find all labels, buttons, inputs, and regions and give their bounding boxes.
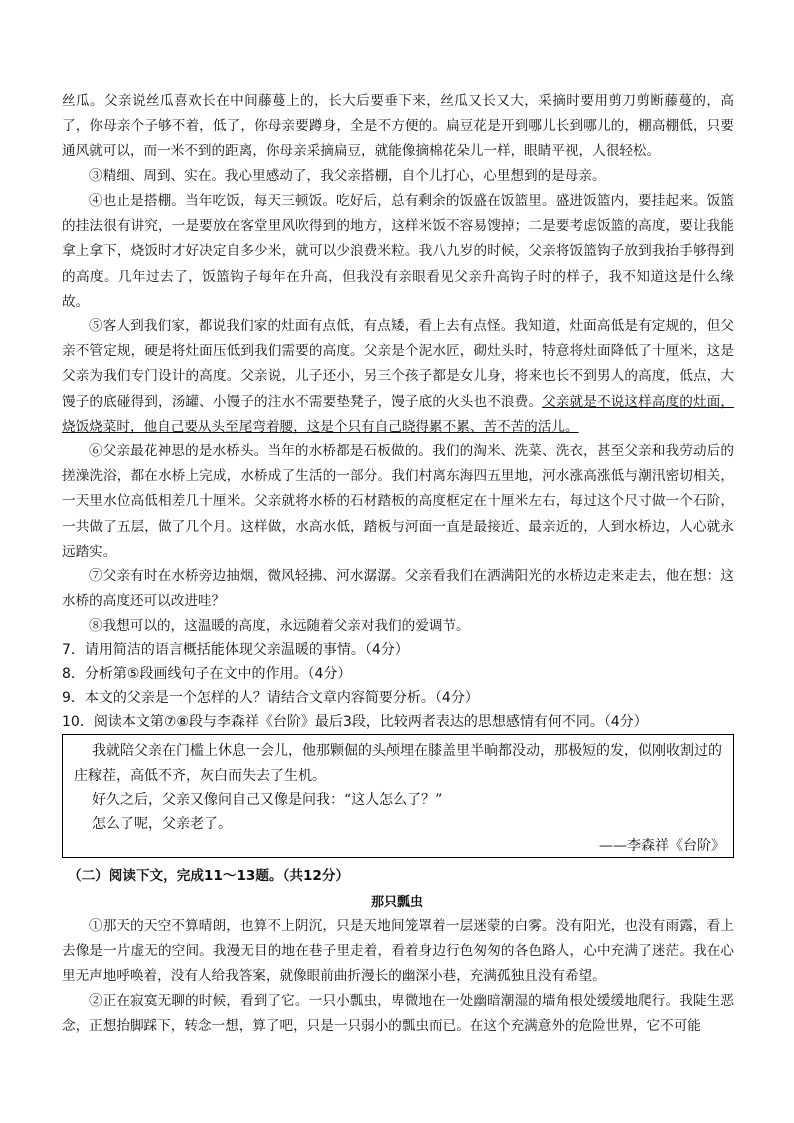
question-7: 7．请用简洁的语言概括能体现父亲温暖的事情。（4分） (62, 642, 409, 658)
excerpt-paragraph-1: 我就陪父亲在门槛上休息一会儿，他那颗倔的头颅埋在膝盖里半晌都没动，那极短的发，似刚收割过的庄稼茬，高低不齐，灰白而失去了生机。 (74, 743, 722, 784)
article-paragraph-1: ①那天的天空不算晴朗，也算不上阴沉，只是天地间笼罩着一层迷蒙的白雾。没有阳光，也没有雨露，看上去像是一片虚无的空间。我漫无目的地在巷子里走着，看着身边行色匆匆的各色路人，心中充满了迷茫。我在心里无声地呼唤着，没有人给我答案，就像眼前曲折漫长的幽深小巷，充满孤独且没有希望。 (62, 918, 734, 985)
passage-paragraph-3: ③精细、周到、实在。我心里感动了，我父亲搭棚，自个儿打心，心里想到的是母亲。 (89, 168, 606, 184)
passage-paragraph-7: ⑦父亲有时在水桥旁边抽烟，微风轻拂、河水潺潺。父亲看我们在洒满阳光的水桥边走来走去，他在想：这水桥的高度还可以改进哇？ (62, 568, 734, 610)
question-9: 9．本文的父亲是一个怎样的人？请结合文章内容简要分析。（4分） (62, 690, 479, 706)
article-paragraph-2: ②正在寂寞无聊的时候，看到了它。一只小瓢虫，卑微地在一处幽暗潮湿的墙角根处缓缓地爬行。我陡生恶念，正想抬脚踩下，转念一想，算了吧，只是一只弱小的瓢虫而已。在这个充满意外的危险世界，它不可能 (62, 993, 734, 1035)
passage-paragraph-8: ⑧我想可以的，这温暖的高度，永远随着父亲对我们的爱调节。 (89, 618, 470, 634)
paragraph-5-text: ⑤客人到我们家，都说我们家的灶面有点低，有点矮，看上去有点怪。我知道，灶面高低是有定规的，但父亲不管定规，硬是将灶面压低到我们需要的高度。父亲是个泥水匠，砌灶头时，特意将灶面降低了十厘米，这是父亲为我们专门设计的高度。父亲说，儿子还小，另三个孩子都是女儿身，将来也长不到男人的高度，低点，大馒子的底碰得到，汤罐、小馒子的注水不需要垫凳子，馒子底的火头也不浪费。 (62, 318, 734, 410)
underlined-sentence: 父亲就是不说这样高度的灶面，烧饭烧菜时，他自己要从头至尾弯着腰，这是个只有自己晓得累不累、苦不苦的活儿。 (62, 393, 735, 435)
article-title: 那只瓢虫 (370, 895, 423, 910)
passage-paragraph-6: ⑥父亲最花神思的是水桥头。当年的水桥都是石板做的。我们的淘米、洗菜、洗衣，甚至父亲和我劳动后的搓澡洗浴，都在水桥上完成，水桥成了生活的一部分。我们村离东海四五里地，河水涨高涨低与潮汛密切相关，一天里水位高低相差几十厘米。父亲就将水桥的石材踏板的高度框定在十厘米左右，每过这个尺寸做一个石阶，一共做了五层，做了几个月。这样做，水高水低，踏板与河面一直是最接近、最亲近的，人到水桥边，人心就永远踏实。 (62, 443, 734, 560)
question-8: 8．分析第⑤段画线句子在文中的作用。（4分） (62, 666, 352, 682)
question-10: 10．阅读本文第⑦⑧段与李森祥《台阶》最后3段，比较两者表达的思想感情有何不同。（4分） (62, 714, 648, 730)
passage-paragraph-intro: 丝瓜。父亲说丝瓜喜欢长在中间藤蔓上的，长大后要垂下来，丝瓜又长又大，采摘时要用剪刀剪断藤蔓的，高了，你母亲个子够不着，低了，你母亲要蹲身，全是不方便的。扁豆花是开到哪儿长到哪儿的，棚高棚低，只要通风就可以，而一米不到的距离，你母亲采摘扁豆，就能像摘棉花朵儿一样，眼睛平视，人很轻松。 (62, 93, 734, 160)
passage-paragraph-4: ④也止是搭棚。当年吃饭，每天三顿饭。吃好后，总有剩余的饭盛在饭篮里。盛进饭篮内，要挂起来。饭篮的挂法很有讲究，一是要放在客堂里风吹得到的地方，这样米饭不容易馊掉；二是要考虑饭篮的高度，要让我能拿上拿下，烧饭时才好决定自多少米，就可以少浪费米粒。我八九岁的时候，父亲将饭篮钩子放到我抬手够得到的高度。几年过去了，饭篮钩子每年在升高，但我没有亲眼看见父亲升高钩子时的样子，我不知道这是什么缘故。 (62, 193, 734, 310)
section-heading: （二）阅读下文，完成11～13题。（共12分） (68, 868, 350, 884)
excerpt-paragraph-2: 好久之后，父亲又像问自己又像是问我：“这人怎么了？” (92, 792, 443, 808)
excerpt-paragraph-3: 怎么了呢，父亲老了。 (92, 816, 232, 832)
excerpt-source: ——李森祥《台阶》 (599, 838, 725, 854)
passage-paragraph-5 (62, 314, 734, 440)
excerpt-box (62, 734, 734, 858)
